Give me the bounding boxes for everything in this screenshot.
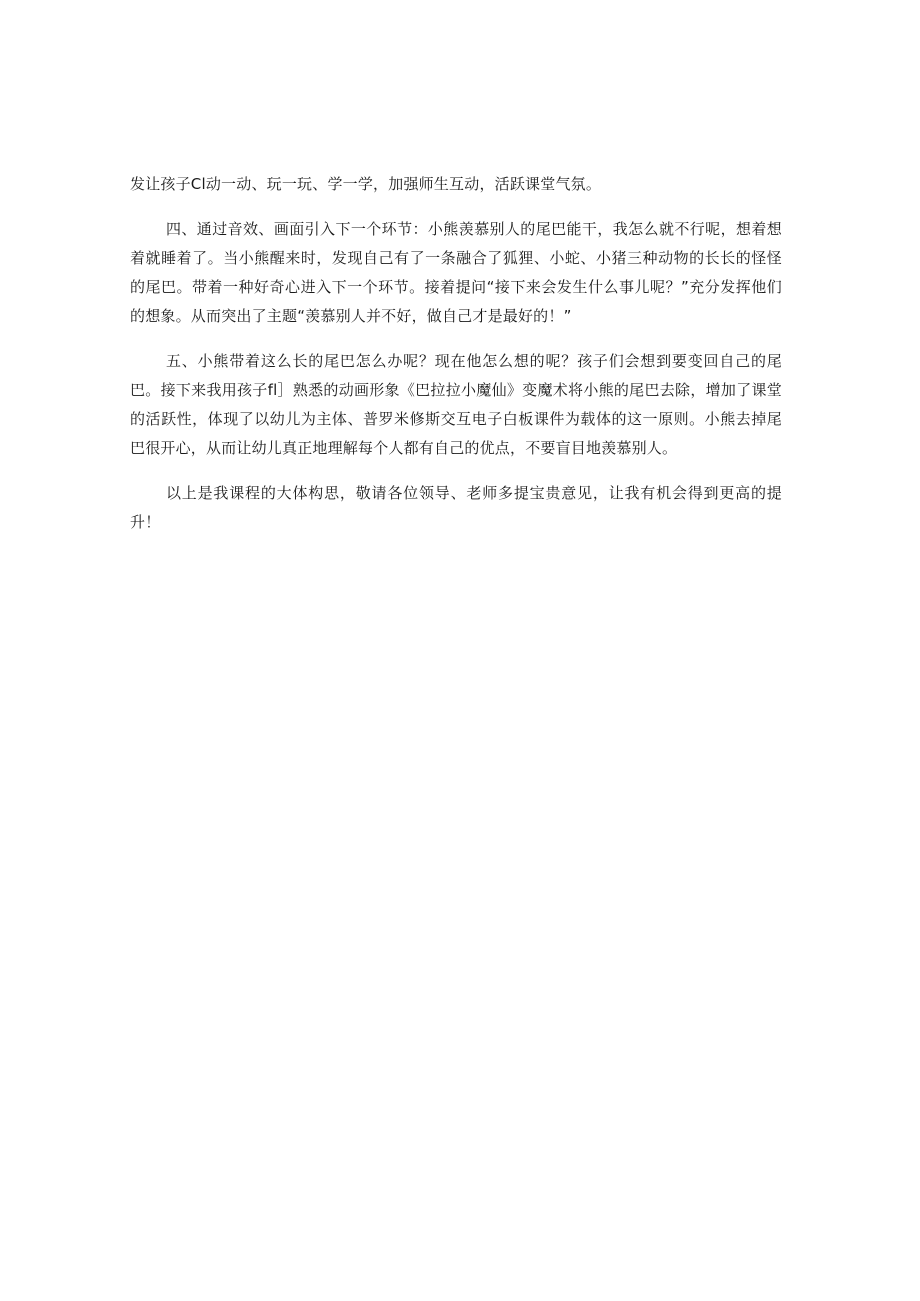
document-body [130, 170, 782, 553]
paragraph-five: 五、小熊带着这么长的尾巴怎么办呢？现在他怎么想的呢？孩子们会想到要变回自己的尾巴。接下来我用孩子fl］熟悉的动画形象《巴拉拉小魔仙》变魔术将小熊的尾巴去除，增加了课堂的活跃性，体现了以幼儿为主体、普罗米修斯交互电子白板课件为载体的这一原则。小熊去掉尾巴很开心，从而让幼儿真正地理解每个人都有自己的优点，不要盲目地羡慕别人。 [130, 352, 782, 457]
paragraph-continuation: 发让孩子Cl动一动、玩一玩、学一学，加强师生互动，活跃课堂气氛。 [130, 175, 602, 193]
paragraph-four: 四、通过音效、画面引入下一个环节：小熊羡慕别人的尾巴能干，我怎么就不行呢，想着想着就睡着了。当小熊醒来时，发现自己有了一条融合了狐狸、小蛇、小猪三种动物的长长的怪怪的尾巴。带着一种好奇心进入下一个环节。接着提问“接下来会发生什么事儿呢？”充分发挥他们的想象。从而突出了主题“羡慕别人并不好，做自己才是最好的！” [130, 220, 782, 325]
paragraph-closing: 以上是我课程的大体构思，敬请各位领导、老师多提宝贵意见，让我有机会得到更高的提升！ [130, 484, 782, 531]
